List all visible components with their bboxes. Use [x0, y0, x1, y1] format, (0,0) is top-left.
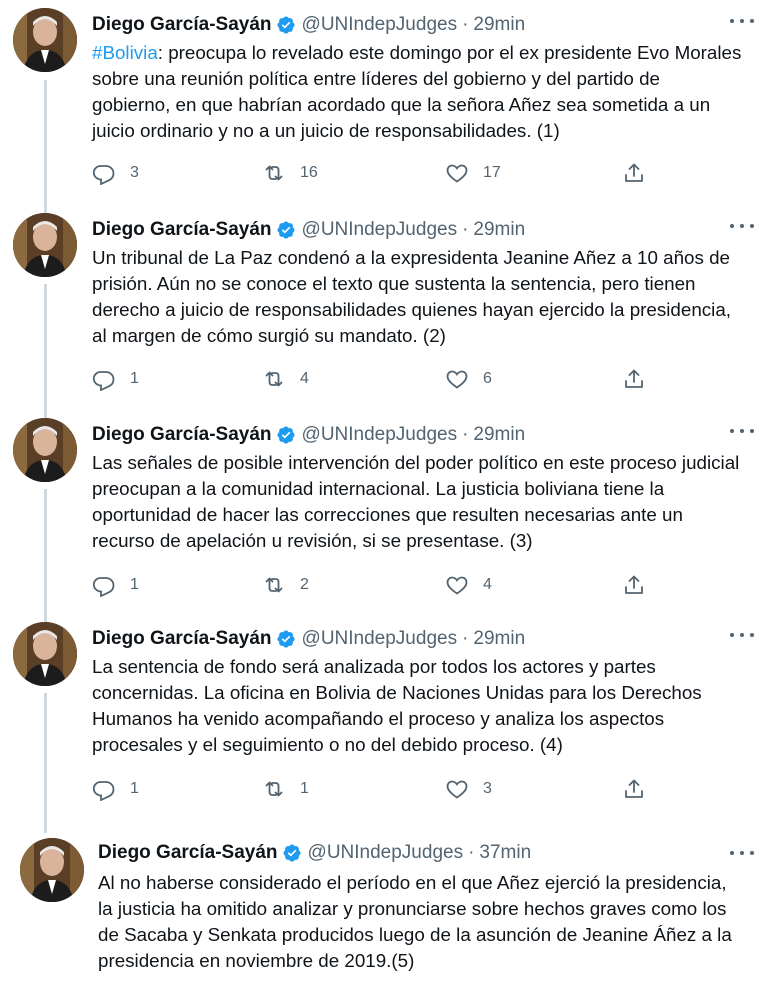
verified-badge-icon — [276, 425, 296, 445]
share-icon — [622, 777, 646, 801]
tweet-header — [92, 422, 525, 448]
share-button[interactable] — [622, 776, 646, 802]
share-icon — [622, 573, 646, 597]
like-button[interactable] — [445, 366, 492, 392]
tweet-text: La sentencia de fondo será analizada por todos los actores y partes concernidas. La oficina en Bolivia de Naciones Unidas para los Derechos Humanos ha venido acompañando el proceso y analiza los aspectos procesales y el seguimiento o no del debido proceso. (4) — [92, 656, 702, 755]
share-button[interactable] — [622, 160, 646, 186]
reply-count: 1 — [130, 576, 139, 593]
like-icon — [445, 573, 469, 597]
like-count: 6 — [483, 370, 492, 387]
tweet-header — [92, 12, 525, 38]
tweet-text: Al no haberse considerado el período en el que Añez ejerció la presidencia, la justicia ha omitido analizar y pronunciarse sobre hechos graves como los de Sacaba y Senkata producidos luego de la asunción de Jeanine Áñez a la presidencia en noviembre de 2019.(5) — [98, 872, 732, 971]
author-name[interactable]: Diego García-Sayán — [92, 14, 272, 35]
retweet-button[interactable] — [262, 776, 309, 802]
more-icon[interactable] — [730, 217, 754, 235]
reply-button[interactable] — [92, 572, 139, 598]
retweet-icon — [262, 573, 286, 597]
retweet-icon — [262, 367, 286, 391]
author-handle[interactable]: @UNIndepJudges — [301, 628, 458, 649]
timestamp[interactable]: 29min — [473, 424, 526, 445]
tweet-text: Un tribunal de La Paz condenó a la expresidenta Jeanine Añez a 10 años de prisión. Aún no se conoce el texto que sustenta la sentencia, pero tienen derecho a juicio de responsabilidades quienes hayan ejercido la presidencia, al margen de cómo surgió su mandato. (2) — [92, 247, 731, 346]
avatar[interactable] — [13, 622, 77, 686]
more-icon[interactable] — [730, 626, 754, 644]
tweet[interactable] — [0, 418, 776, 618]
separator: · — [462, 219, 469, 240]
author-handle[interactable]: @UNIndepJudges — [301, 424, 458, 445]
like-count: 3 — [483, 780, 492, 797]
like-button[interactable] — [445, 572, 492, 598]
like-button[interactable] — [445, 160, 501, 186]
author-name[interactable]: Diego García-Sayán — [92, 628, 272, 649]
tweet-actions — [92, 366, 652, 392]
retweet-button[interactable] — [262, 572, 309, 598]
retweet-count: 16 — [300, 164, 318, 181]
reply-button[interactable] — [92, 160, 139, 186]
like-icon — [445, 777, 469, 801]
tweet-text — [92, 40, 742, 144]
reply-count: 1 — [130, 780, 139, 797]
avatar[interactable] — [13, 213, 77, 277]
reply-icon — [92, 161, 116, 185]
tweet-header — [98, 840, 531, 866]
author-handle[interactable]: @UNIndepJudges — [301, 14, 458, 35]
separator: · — [462, 424, 469, 445]
retweet-button[interactable] — [262, 366, 309, 392]
share-icon — [622, 367, 646, 391]
like-count: 17 — [483, 164, 501, 181]
separator: · — [462, 628, 469, 649]
reply-icon — [92, 777, 116, 801]
tweet-header — [92, 217, 525, 243]
retweet-count: 4 — [300, 370, 309, 387]
share-button[interactable] — [622, 572, 646, 598]
tweet-body: : preocupa lo revelado este domingo por el ex presidente Evo Morales sobre una reunión política entre líderes del gobierno y del partido de gobierno, en que habrían acordado que la señora Añez sea sometida a un juicio ordinario y no a un juicio de responsabilidades. (1) — [92, 42, 742, 141]
retweet-icon — [262, 777, 286, 801]
reply-button[interactable] — [92, 366, 139, 392]
reply-icon — [92, 367, 116, 391]
share-icon — [622, 161, 646, 185]
tweet[interactable] — [0, 838, 776, 1000]
tweet-actions — [92, 572, 652, 598]
hashtag-link[interactable]: #Bolivia — [92, 42, 158, 63]
tweet-actions — [92, 776, 652, 802]
reply-icon — [92, 573, 116, 597]
timestamp[interactable]: 29min — [473, 14, 526, 35]
verified-badge-icon — [276, 220, 296, 240]
like-count: 4 — [483, 576, 492, 593]
timestamp[interactable]: 29min — [473, 219, 526, 240]
share-button[interactable] — [622, 366, 646, 392]
author-name[interactable]: Diego García-Sayán — [92, 219, 272, 240]
more-icon[interactable] — [730, 844, 754, 862]
author-handle[interactable]: @UNIndepJudges — [307, 842, 464, 863]
retweet-icon — [262, 161, 286, 185]
author-name[interactable]: Diego García-Sayán — [92, 424, 272, 445]
like-button[interactable] — [445, 776, 492, 802]
like-icon — [445, 161, 469, 185]
verified-badge-icon — [276, 629, 296, 649]
avatar[interactable] — [13, 8, 77, 72]
tweet[interactable] — [0, 8, 776, 208]
separator: · — [468, 842, 475, 863]
tweet[interactable] — [0, 213, 776, 413]
more-icon[interactable] — [730, 422, 754, 440]
retweet-button[interactable] — [262, 160, 318, 186]
separator: · — [462, 14, 469, 35]
timestamp[interactable]: 37min — [479, 842, 532, 863]
reply-count: 1 — [130, 370, 139, 387]
tweet-text: Las señales de posible intervención del poder político en este proceso judicial preocupan a la comunidad internacional. La justicia boliviana tiene la oportunidad de hacer las correcciones que resulten necesarias ante un recurso de apelación u revisión, si se presentase. (3) — [92, 452, 740, 551]
like-icon — [445, 367, 469, 391]
more-icon[interactable] — [730, 12, 754, 30]
retweet-count: 1 — [300, 780, 309, 797]
verified-badge-icon — [276, 15, 296, 35]
reply-count: 3 — [130, 164, 139, 181]
author-handle[interactable]: @UNIndepJudges — [301, 219, 458, 240]
retweet-count: 2 — [300, 576, 309, 593]
tweet-actions — [92, 160, 652, 186]
reply-button[interactable] — [92, 776, 139, 802]
author-name[interactable]: Diego García-Sayán — [98, 842, 278, 863]
verified-badge-icon — [282, 843, 302, 863]
avatar[interactable] — [13, 418, 77, 482]
tweet[interactable] — [0, 622, 776, 822]
tweet-header — [92, 626, 525, 652]
avatar[interactable] — [20, 838, 84, 902]
timestamp[interactable]: 29min — [473, 628, 526, 649]
